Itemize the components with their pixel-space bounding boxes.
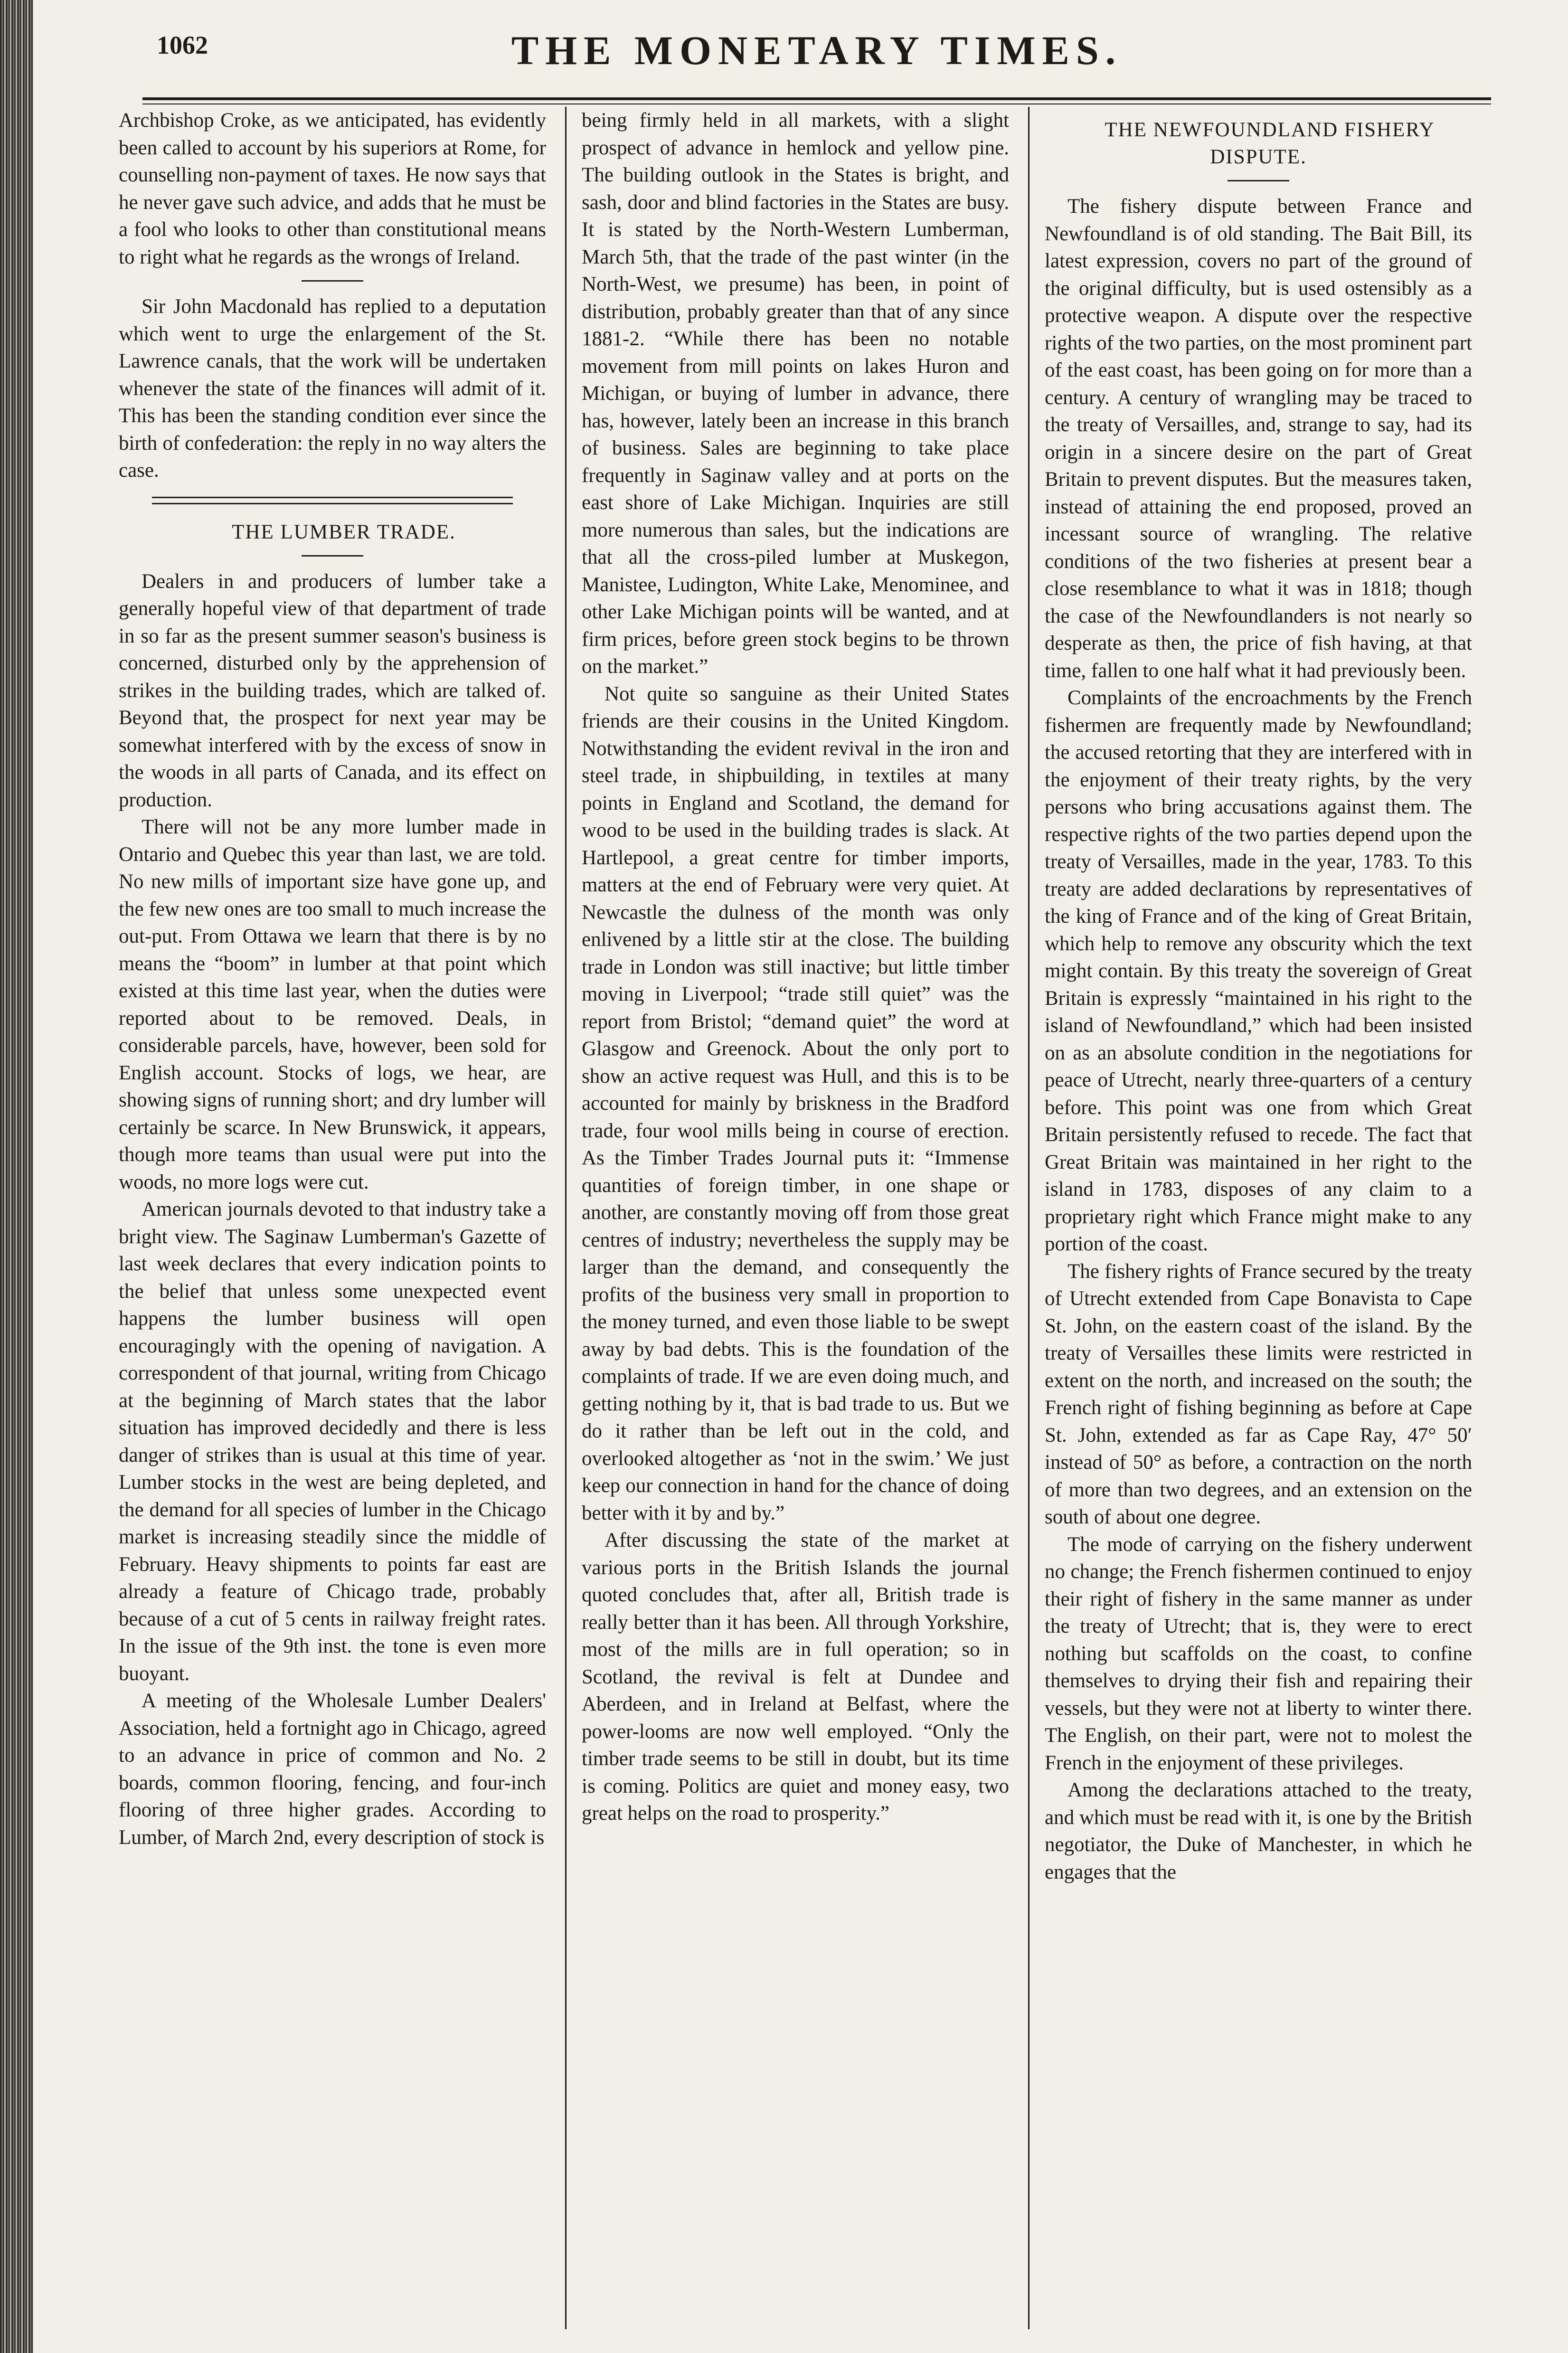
paragraph: The fishery dispute between France and Newfoundland is of old standing. The Bait Bill, its latest expression, covers no part of the ground of the original difficulty, but is used ostensibly as a protective weapon. A dispute over the respective rights of the two parties, on the most prominent part of the east coast, has been going on for more than a century. A century of wrangling may be traced to the treaty of Versailles, and, strange to say, had its origin in a sincere desire on the part of Great Britain to prevent disputes. But the measures taken, instead of attaining the end proposed, proved an incessant source of wrangling. The relative conditions of the two fisheries at present bear a close resemblance to what it was in 1818; though the case of the Newfoundlanders is not nearly so desperate as then, the price of fish having, at that time, fallen to one half what it had previously been. <box>1045 195 1472 682</box>
paragraph: After discussing the state of the market at various ports in the British Islands the journal quoted concludes that, after all, British trade is really better than it has been. All through Yorkshire, most of the mills are in full operation; so in Scotland, the revival is felt at Dundee and Aberdeen, and in Ireland at Belfast, where the power-looms are now well employed. “Only the timber trade seems to be still in doubt, but its time is coming. Politics are quiet and money easy, two great helps on the road to prosperity.” <box>582 1529 1009 1824</box>
paragraph: Complaints of the encroachments by the French fishermen are frequently made by Newfoundland; the accused retorting that they are interfered with in the enjoyment of their treaty rights, by the very persons who bring accusations against them. The respective rights of the two parties depend upon the treaty of Versailles, made in the year, 1783. To this treaty are added declarations by representatives of the king of France and of the king of Great Britain, which help to remove any obscurity which the text might contain. By this treaty the sovereign of Great Britain is expressly “maintained in his right to the island of Newfoundland,” which had been insisted on as an absolute condition in the negotiations for peace of Utrecht, nearly three-quarters of a century before. This point was one from which Great Britain persistently refused to recede. The fact that Great Britain was maintained in her right to the island in 1783, disposes of any claim to a proprietary right which France might make to any portion of the coast. <box>1045 687 1472 1255</box>
paragraph: Dealers in and producers of lumber take a generally hopeful view of that department of trade in so far as the present summer season's business is concerned, disturbed only by the apprehension of strikes in the building trades, which are talked of. Beyond that, the prospect for next year may be somewhat interfered with by the excess of snow in the woods in all parts of Canada, and its effect on production. <box>119 570 546 811</box>
column-2 <box>582 107 1009 2329</box>
binding-edge <box>0 0 33 2353</box>
column-divider <box>565 107 567 2329</box>
paragraph: A meeting of the Wholesale Lumber Dealers' Association, held a fortnight ago in Chicago, agreed to an advance in price of common and No. 2 boards, common flooring, fencing, and four-inch flooring of three higher grades. According to Lumber, of March 2nd, every description of stock is <box>119 1690 546 1849</box>
heading-rule <box>302 555 363 557</box>
masthead: THE MONETARY TIMES. <box>511 28 1123 73</box>
header-rule-thick <box>142 97 1491 100</box>
paragraph: American journals devoted to that industry take a bright view. The Saginaw Lumberman's Gazette of last week declares that every indication points to the belief that unless some unexpected event happens the lumber business will open encouragingly with the opening of navigation. A correspondent of that journal, writing from Chicago at the beginning of March states that the labor situation has improved decidedly and there is less danger of strikes than is usual at this time of year. Lumber stocks in the west are being depleted, and the demand for all species of lumber in the Chicago market is increasing steadily since the middle of February. Heavy shipments to points far east are already a feature of Chicago trade, probably because of a cut of 5 cents in railway freight rates. In the issue of the 9th inst. the tone is even more buoyant. <box>119 1198 546 1685</box>
paragraph: The mode of carrying on the fishery underwent no change; the French fishermen continued to enjoy their right of fishery in the same manner as under the treaty of Utrecht; that is, they were to erect nothing but scaffolds on the coast, to confine themselves to drying their fish and repairing their vessels, but they were not at liberty to winter there. The English, on their part, were not to molest the French in the enjoyment of these privileges. <box>1045 1533 1472 1774</box>
paragraph: The fishery rights of France secured by the treaty of Utrecht extended from Cape Bonavista to Cape St. John, on the eastern coast of the island. By the treaty of Versailles these limits were restricted in extent on the north, and increased on the south; the French right of fishing beginning as before at Cape St. John, extended as far as Cape Ray, 47° 50′ instead of 50° as before, a contraction on the north of more than two degrees, and an extension on the south of about one degree. <box>1045 1260 1472 1528</box>
paragraph-archbishop-croke: Archbishop Croke, as we anticipated, has evidently been called to account by his superiors at Rome, for counselling non-payment of taxes. He now says that he never gave such advice, and adds that he must be a fool who looks to other than constitutional means to right what he regards as the wrongs of Ireland. <box>119 109 546 268</box>
paragraph-macdonald-canals: Sir John Macdonald has replied to a deputation which went to urge the enlargement of the St. Lawrence canals, that the work will be undertaken whenever the state of the finances will admit of it. This has been the standing condition ever since the birth of confederation: the reply in no way alters the case. <box>119 295 546 482</box>
column-divider <box>1028 107 1030 2329</box>
heading-newfoundland-fishery: THE NEWFOUNDLAND FISHERY DISPUTE. <box>1105 119 1435 168</box>
paragraph: Not quite so sanguine as their United States friends are their cousins in the United Kingdom. Notwithstanding the evident revival in the iron and steel trade, in shipbuilding, in textiles at many points in England and Scotland, the demand for wood to be used in the building trades is slack. At Hartlepool, a great centre for timber imports, matters at the end of February were very quiet. At Newcastle the dulness of the month was only enlivened by a little stir at the close. The building trade in London was still inactive; but little timber moving in Liverpool; “trade still quiet” was the report from Bristol; “demand quiet” the word at Glasgow and Greenock. About the only port to show an active request was Hull, and this is to be accounted for mainly by briskness in the Bradford trade, four wool mills being in course of erection. As the Timber Trades Journal puts it: “Immense quantities of foreign timber, in one shape or another, are constantly moving off from those great centres of industry; nevertheless the supply may be larger than the demand, and consequently the profits of the business very small in proportion to the money turned, and even those liable to be swept away by bad debts. This is the foundation of the complaints of trade. If we are even doing much, and getting nothing by it, that is bad trade to us. But we do it rather than be left out in the cold, and overlooked altogether as ‘not in the swim.’ We just keep our connection in hand for the chance of doing better with it by and by.” <box>582 682 1009 1524</box>
heading-rule <box>1228 180 1289 181</box>
paragraph: There will not be any more lumber made in Ontario and Quebec this year than last, we are told. No new mills of important size have gone up, and the few new ones are too small to much increase the out-put. From Ottawa we learn that there is by no means the “boom” in lumber at that point which existed at this time last year, when the duties were reported about to be removed. Deals, in considerable parcels, have, however, been sold for English account. Stocks of logs, we hear, are showing signs of running short; and dry lumber will certainly be scarce. In New Brunswick, it appears, though more teams than usual were put into the woods, no more logs were cut. <box>119 816 546 1193</box>
column-1 <box>119 107 546 2329</box>
paragraph: Among the declarations attached to the treaty, and which must be read with it, is one by the British negotiator, the Duke of Manchester, in which he engages that the <box>1045 1779 1472 1883</box>
heading-lumber-trade: THE LUMBER TRADE. <box>232 520 456 543</box>
page-number: 1062 <box>157 31 208 59</box>
paragraph: being firmly held in all markets, with a slight prospect of advance in hemlock and yellow pine. The building outlook in the States is bright, and sash, door and blind factories in the States are busy. It is stated by the North-Western Lumberman, March 5th, that the trade of the past winter (in the North-West, we presume) has been, in point of distribution, probably greater than that of any since 1881-2. “While there has been no notable movement from mill points on lakes Huron and Michigan, or buying of lumber in advance, there has, however, lately been an increase in this branch of business. Sales are beginning to take place frequently in Saginaw valley and at ports on the east shore of Lake Michigan. Inquiries are still more numerous than sales, but the indications are that all the cross-piled lumber at Muskegon, Manistee, Ludington, White Lake, Menominee, and other Lake Michigan points will be wanted, and at firm prices, before green stock begins to be thrown on the market.” <box>582 109 1009 678</box>
page-header <box>142 27 1491 79</box>
separator-rule <box>302 280 363 282</box>
column-3 <box>1045 107 1472 2329</box>
section-double-rule <box>152 497 513 504</box>
